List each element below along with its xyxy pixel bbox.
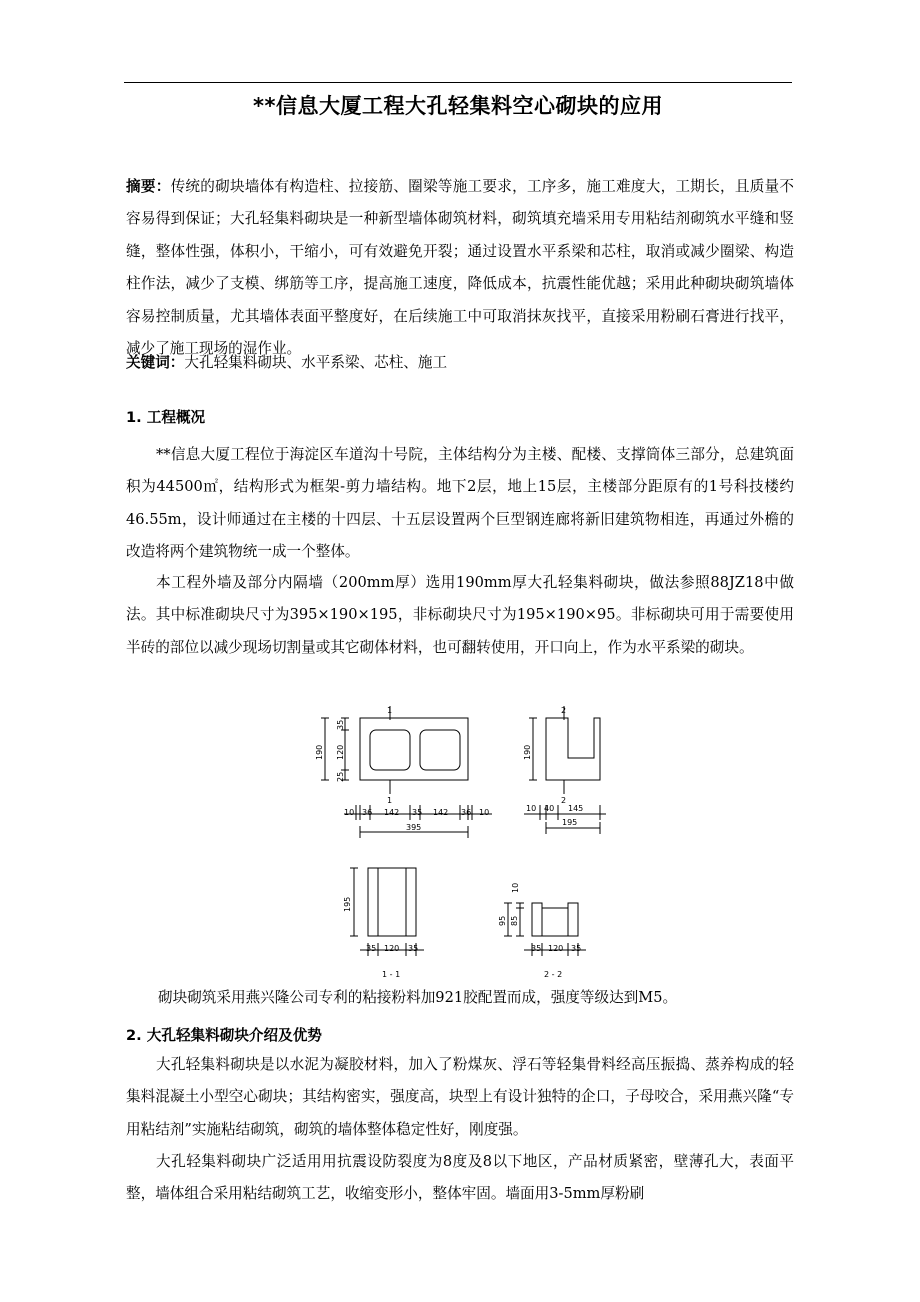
std-bottom-dim: 142 — [433, 808, 449, 817]
figure-followup-text: 砌块砌筑采用燕兴隆公司专利的粘接粉料加921胶配置而成，强度等级达到M5。 — [158, 989, 678, 1006]
std-mark-top: 1 — [387, 706, 393, 715]
std-bottom-dim: 36 — [362, 808, 373, 817]
std-dim-120: 120 — [336, 744, 345, 760]
half-dim-190: 190 — [523, 744, 532, 760]
std-dim-25: 25 — [336, 771, 345, 782]
abstract-text: 传统的砌块墙体有构造柱、拉接筋、圈梁等施工要求，工序多，施工难度大，工期长，且质量不容易得到保证；大孔轻集料砌块是一种新型墙体砌筑材料，砌筑填充墙采用专用粘结剂砌筑水平缝和竖缝，整体性强，体积小，干缩小，可有效避免开裂；通过设置水平系梁和芯柱，取消或减少圈梁、构造柱作法，减少了支模、绑筋等工序，提高施工速度，降低成本，抗震性能优越；采用此种砌块砌筑墙体容易控制质量，尤其墙体表面平整度好，在后续施工中可取消抹灰找平，直接采用粉刷石膏进行找平，减少了施工现场的湿作业。 — [126, 178, 794, 358]
half-bottom-dim: 145 — [568, 804, 584, 813]
std-bottom-dim: 10 — [479, 808, 490, 817]
abstract-label: 摘要： — [126, 178, 171, 195]
std-total-dim: 395 — [406, 823, 422, 832]
s2-bottom-dim: 35 — [571, 944, 582, 953]
std-bottom-dim: 10 — [344, 808, 355, 817]
s1-bottom-dim: 35 — [366, 944, 377, 953]
half-mark-bottom: 2 — [561, 796, 567, 805]
s2-bottom-dim: 35 — [531, 944, 542, 953]
section-2-2-outline — [532, 903, 578, 936]
std-mark-bottom: 1 — [387, 796, 393, 805]
keywords-text: 大孔轻集料砌块、水平系梁、芯柱、施工 — [184, 354, 448, 371]
s2-dim-85: 85 — [510, 915, 519, 926]
s2-dim-95: 95 — [498, 915, 507, 926]
std-block-outline — [360, 718, 468, 780]
section1-paragraph-2: 本工程外墙及部分内隔墙（200mm厚）选用190mm厚大孔轻集料砌块，做法参照88JZ18中做法。其中标准砌块尺寸为395×190×195，非标砌块尺寸为195×190×95。非标砌块可用于需要使用半砖的部位以减少现场切割量或其它砌体材料，也可翻转使用，开口向上，作为水平系梁的砌块。 — [126, 574, 794, 656]
half-bottom-dim: 40 — [544, 804, 555, 813]
half-total-dim: 195 — [562, 818, 578, 827]
half-bottom-dim: 10 — [526, 804, 537, 813]
section-1-1-outline — [368, 868, 416, 936]
std-dim-190: 190 — [315, 744, 324, 760]
s1-bottom-dim: 35 — [408, 944, 419, 953]
section-2-2-label: 2 - 2 — [544, 970, 563, 979]
s1-dim-195: 195 — [343, 896, 352, 912]
std-bottom-dim: 142 — [384, 808, 400, 817]
keywords-label: 关键词： — [126, 354, 185, 371]
std-bottom-dim: 35 — [412, 808, 423, 817]
half-mark-top: 2 — [561, 706, 567, 715]
section2-paragraph-2: 大孔轻集料砌块广泛适用用抗震设防裂度为8度及8以下地区，产品材质紧密，壁薄孔大，表面平整，墙体组合采用粘结砌筑工艺，收缩变形小，整体牢固。墙面用3-5mm厚粉刷 — [126, 1153, 794, 1203]
section1-paragraph-1: **信息大厦工程位于海淀区车道沟十号院，主体结构分为主楼、配楼、支撑筒体三部分，总建筑面积为44500㎡，结构形式为框架-剪力墙结构。地下2层，地上15层，主楼部分距原有的1号科技楼约46.55m，设计师通过在主楼的十四层、十五层设置两个巨型钢连廊将新旧建筑物相连，再通过外檐的改造将两个建筑物统一成一个整体。 — [126, 446, 794, 561]
section2-paragraph-1: 大孔轻集料砌块是以水泥为凝胶材料，加入了粉煤灰、浮石等轻集骨料经高压振捣、蒸养构成的轻集料混凝土小型空心砌块；其结构密实，强度高，块型上有设计独特的企口，子母咬合，采用燕兴隆“专用粘结剂”实施粘结砌筑，砌筑的墙体整体稳定性好，刚度强。 — [126, 1056, 794, 1138]
std-dim-35: 35 — [336, 719, 345, 730]
std-block-hole-left — [370, 730, 410, 770]
section-1-1-label: 1 - 1 — [382, 970, 401, 979]
s1-bottom-dim: 120 — [384, 944, 400, 953]
section2-heading: 2. 大孔轻集料砌块介绍及优势 — [126, 1027, 322, 1044]
s2-bottom-dim: 120 — [548, 944, 564, 953]
document-title: **信息大厦工程大孔轻集料空心砌块的应用 — [253, 94, 663, 118]
section1-heading: 1. 工程概况 — [126, 409, 206, 426]
s2-dim-10: 10 — [511, 882, 520, 893]
std-bottom-dim: 36 — [461, 808, 472, 817]
half-block-outline — [546, 718, 600, 780]
std-block-hole-right — [420, 730, 460, 770]
